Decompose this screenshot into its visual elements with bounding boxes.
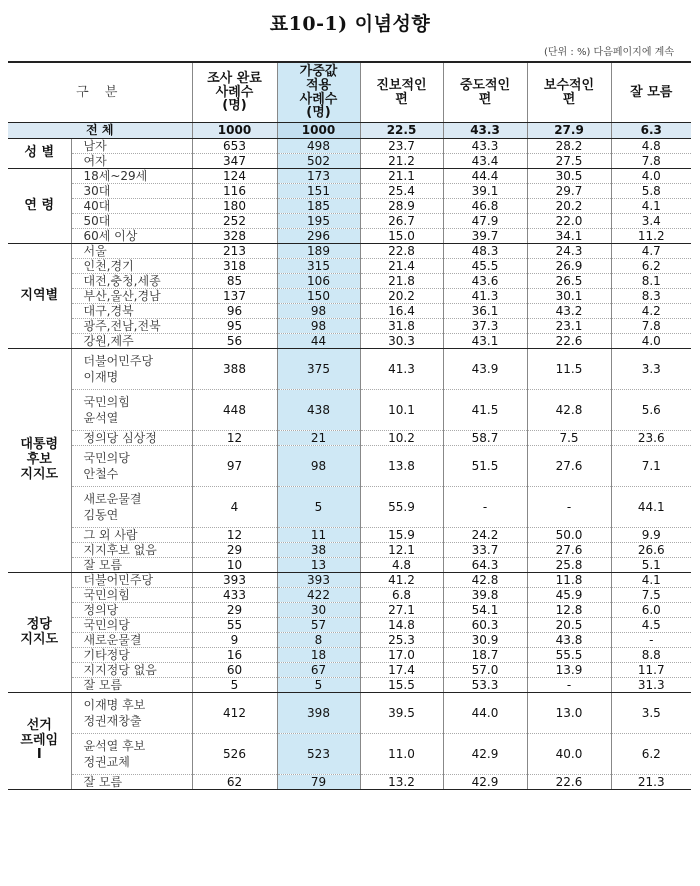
cell-weighted: 5 (277, 487, 360, 528)
cell-moderate: 39.7 (443, 229, 527, 244)
cell-progressive: 30.3 (360, 334, 443, 349)
table-row (8, 528, 691, 543)
row-label: 광주,전남,전북 (71, 319, 192, 334)
cell-progressive: 25.4 (360, 184, 443, 199)
cell-weighted: 438 (277, 390, 360, 431)
cell-conservative: 29.7 (527, 184, 611, 199)
cell-conservative: 11.8 (527, 573, 611, 588)
row-label: 새로운물결 김동연 (71, 487, 192, 528)
table-row (8, 573, 691, 588)
cell-conservative: - (527, 487, 611, 528)
cell-surveyed: 124 (192, 169, 277, 184)
cell-weighted: 375 (277, 349, 360, 390)
cell-conservative: 12.8 (527, 603, 611, 618)
cell-moderate: 42.9 (443, 734, 527, 775)
row-label: 잘 모름 (71, 775, 192, 790)
cell-unknown: 4.5 (611, 618, 691, 633)
cell-moderate: 37.3 (443, 319, 527, 334)
cell-surveyed: 318 (192, 259, 277, 274)
cell-surveyed: 252 (192, 214, 277, 229)
header-surveyed: 조사 완료 사례수 (명) (192, 62, 277, 123)
cell-weighted: 21 (277, 431, 360, 446)
cell-moderate: 39.1 (443, 184, 527, 199)
cell-unknown: 3.5 (611, 693, 691, 734)
cell-progressive: 10.2 (360, 431, 443, 446)
cell-surveyed: 116 (192, 184, 277, 199)
cell-unknown: 3.3 (611, 349, 691, 390)
group-label: 성 별 (8, 139, 71, 169)
cell-conservative: 22.6 (527, 334, 611, 349)
cell-conservative: 40.0 (527, 734, 611, 775)
cell-conservative: 11.5 (527, 349, 611, 390)
cell-moderate: 42.9 (443, 775, 527, 790)
cell-unknown: 8.8 (611, 648, 691, 663)
cell-unknown: 4.1 (611, 199, 691, 214)
cell-moderate: 53.3 (443, 678, 527, 693)
cell-moderate: 64.3 (443, 558, 527, 573)
cell-moderate: 57.0 (443, 663, 527, 678)
cell-surveyed: 137 (192, 289, 277, 304)
cell-moderate: 43.3 (443, 139, 527, 154)
cell-surveyed: 29 (192, 543, 277, 558)
cell-unknown: 7.8 (611, 154, 691, 169)
cell-progressive: 25.3 (360, 633, 443, 648)
cell-moderate: 44.4 (443, 169, 527, 184)
cell-surveyed: 388 (192, 349, 277, 390)
row-label: 더불어민주당 이재명 (71, 349, 192, 390)
cell-surveyed: 328 (192, 229, 277, 244)
row-label: 윤석열 후보 정권교체 (71, 734, 192, 775)
cell-moderate: 36.1 (443, 304, 527, 319)
cell-moderate: 54.1 (443, 603, 527, 618)
table-row (8, 259, 691, 274)
cell-progressive: 21.8 (360, 274, 443, 289)
row-label: 대구,경북 (71, 304, 192, 319)
cell-moderate: 41.3 (443, 289, 527, 304)
unit-note: (단위 : %) 다음페이지에 계속 (544, 47, 674, 58)
cell-weighted: 498 (277, 139, 360, 154)
group-label: 연 령 (8, 169, 71, 244)
group-label: 선거 프레임 Ⅰ (8, 693, 71, 790)
row-label: 그 외 사람 (71, 528, 192, 543)
cell-progressive: 14.8 (360, 618, 443, 633)
header-unknown: 잘 모름 (611, 62, 691, 123)
cell-moderate: 45.5 (443, 259, 527, 274)
cell-weighted: 79 (277, 775, 360, 790)
cell-unknown: - (611, 633, 691, 648)
row-label: 정의당 (71, 603, 192, 618)
table-row (8, 693, 691, 734)
total-label: 전 체 (8, 123, 192, 139)
header-category: 구 분 (8, 62, 192, 123)
cell-surveyed: 653 (192, 139, 277, 154)
cell-unknown: 6.2 (611, 734, 691, 775)
cell-unknown: 11.7 (611, 663, 691, 678)
cell-moderate: 51.5 (443, 446, 527, 487)
cell-unknown: 8.1 (611, 274, 691, 289)
cell-weighted: 195 (277, 214, 360, 229)
header-progressive: 진보적인 편 (360, 62, 443, 123)
cell-unknown: 44.1 (611, 487, 691, 528)
cell-progressive: 55.9 (360, 487, 443, 528)
table-row (8, 734, 691, 775)
cell-weighted: 422 (277, 588, 360, 603)
row-label: 지지후보 없음 (71, 543, 192, 558)
cell-unknown: 4.8 (611, 139, 691, 154)
cell-progressive: 15.9 (360, 528, 443, 543)
table-row (8, 229, 691, 244)
cell-unknown: 6.2 (611, 259, 691, 274)
cell-weighted: 13 (277, 558, 360, 573)
cell-moderate: 47.9 (443, 214, 527, 229)
cell-moderate: 30.9 (443, 633, 527, 648)
row-label: 새로운물결 (71, 633, 192, 648)
cell-moderate: 39.8 (443, 588, 527, 603)
cell-unknown: 5.1 (611, 558, 691, 573)
cell-unknown: 3.4 (611, 214, 691, 229)
cell-moderate: 43.6 (443, 274, 527, 289)
cell-unknown: 21.3 (611, 775, 691, 790)
total-progressive: 22.5 (360, 123, 443, 139)
cell-unknown: 5.6 (611, 390, 691, 431)
cell-weighted: 8 (277, 633, 360, 648)
table-row (8, 431, 691, 446)
cell-conservative: 50.0 (527, 528, 611, 543)
cell-unknown: 4.0 (611, 169, 691, 184)
cell-surveyed: 448 (192, 390, 277, 431)
row-label: 서울 (71, 244, 192, 259)
table-row (8, 334, 691, 349)
table-row (8, 588, 691, 603)
cell-conservative: 26.5 (527, 274, 611, 289)
cell-moderate: 43.1 (443, 334, 527, 349)
cell-conservative: 22.6 (527, 775, 611, 790)
table-row (8, 184, 691, 199)
row-label: 국민의힘 윤석열 (71, 390, 192, 431)
row-label: 잘 모름 (71, 558, 192, 573)
cell-weighted: 67 (277, 663, 360, 678)
table-title: 표10-1) 이념성향 (269, 13, 431, 35)
cell-progressive: 4.8 (360, 558, 443, 573)
row-label: 인천,경기 (71, 259, 192, 274)
cell-surveyed: 9 (192, 633, 277, 648)
cell-conservative: 30.5 (527, 169, 611, 184)
cell-conservative: 7.5 (527, 431, 611, 446)
header-weighted: 가중값 적용 사례수 (명) (277, 62, 360, 123)
row-label: 더불어민주당 (71, 573, 192, 588)
cell-unknown: 9.9 (611, 528, 691, 543)
cell-surveyed: 526 (192, 734, 277, 775)
cell-unknown: 23.6 (611, 431, 691, 446)
cell-conservative: 26.9 (527, 259, 611, 274)
cell-weighted: 98 (277, 446, 360, 487)
cell-unknown: 4.1 (611, 573, 691, 588)
cell-surveyed: 12 (192, 528, 277, 543)
cell-surveyed: 95 (192, 319, 277, 334)
cell-weighted: 151 (277, 184, 360, 199)
cell-moderate: - (443, 487, 527, 528)
cell-conservative: 42.8 (527, 390, 611, 431)
cell-unknown: 7.1 (611, 446, 691, 487)
cell-unknown: 4.7 (611, 244, 691, 259)
row-label: 여자 (71, 154, 192, 169)
cell-surveyed: 4 (192, 487, 277, 528)
cell-conservative: 27.6 (527, 446, 611, 487)
row-label: 부산,울산,경남 (71, 289, 192, 304)
table-row (8, 169, 691, 184)
group-label: 대통령 후보 지지도 (8, 349, 71, 573)
cell-weighted: 38 (277, 543, 360, 558)
table-row (8, 678, 691, 693)
cell-unknown: 4.0 (611, 334, 691, 349)
cell-moderate: 44.0 (443, 693, 527, 734)
total-weighted: 1000 (277, 123, 360, 139)
row-label: 18세~29세 (71, 169, 192, 184)
cell-progressive: 16.4 (360, 304, 443, 319)
cell-weighted: 5 (277, 678, 360, 693)
row-label: 지지정당 없음 (71, 663, 192, 678)
total-row (8, 123, 691, 139)
cell-progressive: 17.4 (360, 663, 443, 678)
cell-surveyed: 55 (192, 618, 277, 633)
cell-conservative: - (527, 678, 611, 693)
row-label: 강원,제주 (71, 334, 192, 349)
cell-surveyed: 96 (192, 304, 277, 319)
cell-weighted: 18 (277, 648, 360, 663)
table-row (8, 648, 691, 663)
table-row (8, 558, 691, 573)
cell-unknown: 7.8 (611, 319, 691, 334)
cell-weighted: 185 (277, 199, 360, 214)
row-label: 기타정당 (71, 648, 192, 663)
cell-surveyed: 213 (192, 244, 277, 259)
cell-progressive: 20.2 (360, 289, 443, 304)
table-row (8, 214, 691, 229)
row-label: 남자 (71, 139, 192, 154)
cell-surveyed: 29 (192, 603, 277, 618)
cell-weighted: 30 (277, 603, 360, 618)
row-label: 50대 (71, 214, 192, 229)
cell-conservative: 43.8 (527, 633, 611, 648)
cell-moderate: 18.7 (443, 648, 527, 663)
cell-conservative: 30.1 (527, 289, 611, 304)
cell-progressive: 21.1 (360, 169, 443, 184)
cell-unknown: 8.3 (611, 289, 691, 304)
table-row (8, 289, 691, 304)
cell-surveyed: 97 (192, 446, 277, 487)
table-row (8, 487, 691, 528)
row-label: 정의당 심상정 (71, 431, 192, 446)
cell-conservative: 34.1 (527, 229, 611, 244)
cell-unknown: 26.6 (611, 543, 691, 558)
cell-moderate: 46.8 (443, 199, 527, 214)
row-label: 40대 (71, 199, 192, 214)
cell-moderate: 43.4 (443, 154, 527, 169)
cell-conservative: 13.0 (527, 693, 611, 734)
cell-progressive: 13.8 (360, 446, 443, 487)
group-label: 지역별 (8, 244, 71, 349)
cell-progressive: 41.2 (360, 573, 443, 588)
cell-progressive: 12.1 (360, 543, 443, 558)
cell-conservative: 25.8 (527, 558, 611, 573)
cell-moderate: 33.7 (443, 543, 527, 558)
cell-progressive: 39.5 (360, 693, 443, 734)
table-row (8, 349, 691, 390)
table-row (8, 446, 691, 487)
cell-conservative: 20.2 (527, 199, 611, 214)
cell-surveyed: 85 (192, 274, 277, 289)
cell-surveyed: 12 (192, 431, 277, 446)
header-conservative: 보수적인 편 (527, 62, 611, 123)
cell-progressive: 21.4 (360, 259, 443, 274)
table-row (8, 543, 691, 558)
row-label: 국민의당 안철수 (71, 446, 192, 487)
cell-moderate: 58.7 (443, 431, 527, 446)
cell-surveyed: 16 (192, 648, 277, 663)
group-label: 정당 지지도 (8, 573, 71, 693)
cell-progressive: 10.1 (360, 390, 443, 431)
cell-moderate: 42.8 (443, 573, 527, 588)
cell-conservative: 23.1 (527, 319, 611, 334)
cell-surveyed: 5 (192, 678, 277, 693)
table-row (8, 633, 691, 648)
cell-weighted: 173 (277, 169, 360, 184)
cell-progressive: 21.2 (360, 154, 443, 169)
cell-surveyed: 10 (192, 558, 277, 573)
cell-progressive: 22.8 (360, 244, 443, 259)
table-row (8, 775, 691, 790)
cell-weighted: 106 (277, 274, 360, 289)
table-row (8, 199, 691, 214)
cell-conservative: 13.9 (527, 663, 611, 678)
cell-weighted: 393 (277, 573, 360, 588)
cell-moderate: 41.5 (443, 390, 527, 431)
cell-progressive: 41.3 (360, 349, 443, 390)
table-row (8, 390, 691, 431)
table-row (8, 139, 691, 154)
cell-moderate: 48.3 (443, 244, 527, 259)
table-body (8, 123, 691, 790)
cell-weighted: 44 (277, 334, 360, 349)
table-row (8, 244, 691, 259)
cell-progressive: 11.0 (360, 734, 443, 775)
table-row (8, 154, 691, 169)
cell-weighted: 296 (277, 229, 360, 244)
cell-moderate: 24.2 (443, 528, 527, 543)
row-label: 국민의힘 (71, 588, 192, 603)
cell-conservative: 27.6 (527, 543, 611, 558)
cell-weighted: 98 (277, 319, 360, 334)
cell-moderate: 43.9 (443, 349, 527, 390)
table-row (8, 603, 691, 618)
cell-progressive: 13.2 (360, 775, 443, 790)
cell-unknown: 7.5 (611, 588, 691, 603)
cell-conservative: 55.5 (527, 648, 611, 663)
cell-weighted: 189 (277, 244, 360, 259)
cell-surveyed: 60 (192, 663, 277, 678)
cell-weighted: 523 (277, 734, 360, 775)
ideology-table (8, 61, 691, 790)
total-unknown: 6.3 (611, 123, 691, 139)
row-label: 30대 (71, 184, 192, 199)
table-row (8, 618, 691, 633)
cell-surveyed: 56 (192, 334, 277, 349)
cell-progressive: 27.1 (360, 603, 443, 618)
row-label: 이재명 후보 정권재창출 (71, 693, 192, 734)
cell-progressive: 28.9 (360, 199, 443, 214)
cell-surveyed: 393 (192, 573, 277, 588)
cell-unknown: 5.8 (611, 184, 691, 199)
cell-surveyed: 62 (192, 775, 277, 790)
row-label: 국민의당 (71, 618, 192, 633)
row-label: 60세 이상 (71, 229, 192, 244)
row-label: 잘 모름 (71, 678, 192, 693)
cell-progressive: 15.0 (360, 229, 443, 244)
cell-progressive: 31.8 (360, 319, 443, 334)
cell-conservative: 27.5 (527, 154, 611, 169)
cell-progressive: 23.7 (360, 139, 443, 154)
cell-progressive: 26.7 (360, 214, 443, 229)
table-row (8, 319, 691, 334)
cell-weighted: 11 (277, 528, 360, 543)
cell-surveyed: 412 (192, 693, 277, 734)
cell-conservative: 43.2 (527, 304, 611, 319)
cell-unknown: 31.3 (611, 678, 691, 693)
cell-weighted: 502 (277, 154, 360, 169)
header-moderate: 중도적인 편 (443, 62, 527, 123)
table-row (8, 663, 691, 678)
cell-weighted: 98 (277, 304, 360, 319)
table-row (8, 304, 691, 319)
cell-conservative: 22.0 (527, 214, 611, 229)
cell-surveyed: 347 (192, 154, 277, 169)
total-conservative: 27.9 (527, 123, 611, 139)
cell-conservative: 24.3 (527, 244, 611, 259)
cell-weighted: 315 (277, 259, 360, 274)
cell-conservative: 20.5 (527, 618, 611, 633)
cell-weighted: 398 (277, 693, 360, 734)
cell-conservative: 28.2 (527, 139, 611, 154)
cell-progressive: 15.5 (360, 678, 443, 693)
cell-surveyed: 180 (192, 199, 277, 214)
cell-moderate: 60.3 (443, 618, 527, 633)
cell-surveyed: 433 (192, 588, 277, 603)
cell-progressive: 6.8 (360, 588, 443, 603)
table-row (8, 274, 691, 289)
cell-weighted: 150 (277, 289, 360, 304)
total-surveyed: 1000 (192, 123, 277, 139)
total-moderate: 43.3 (443, 123, 527, 139)
cell-unknown: 11.2 (611, 229, 691, 244)
cell-weighted: 57 (277, 618, 360, 633)
cell-unknown: 6.0 (611, 603, 691, 618)
row-label: 대전,충청,세종 (71, 274, 192, 289)
cell-conservative: 45.9 (527, 588, 611, 603)
cell-unknown: 4.2 (611, 304, 691, 319)
cell-progressive: 17.0 (360, 648, 443, 663)
